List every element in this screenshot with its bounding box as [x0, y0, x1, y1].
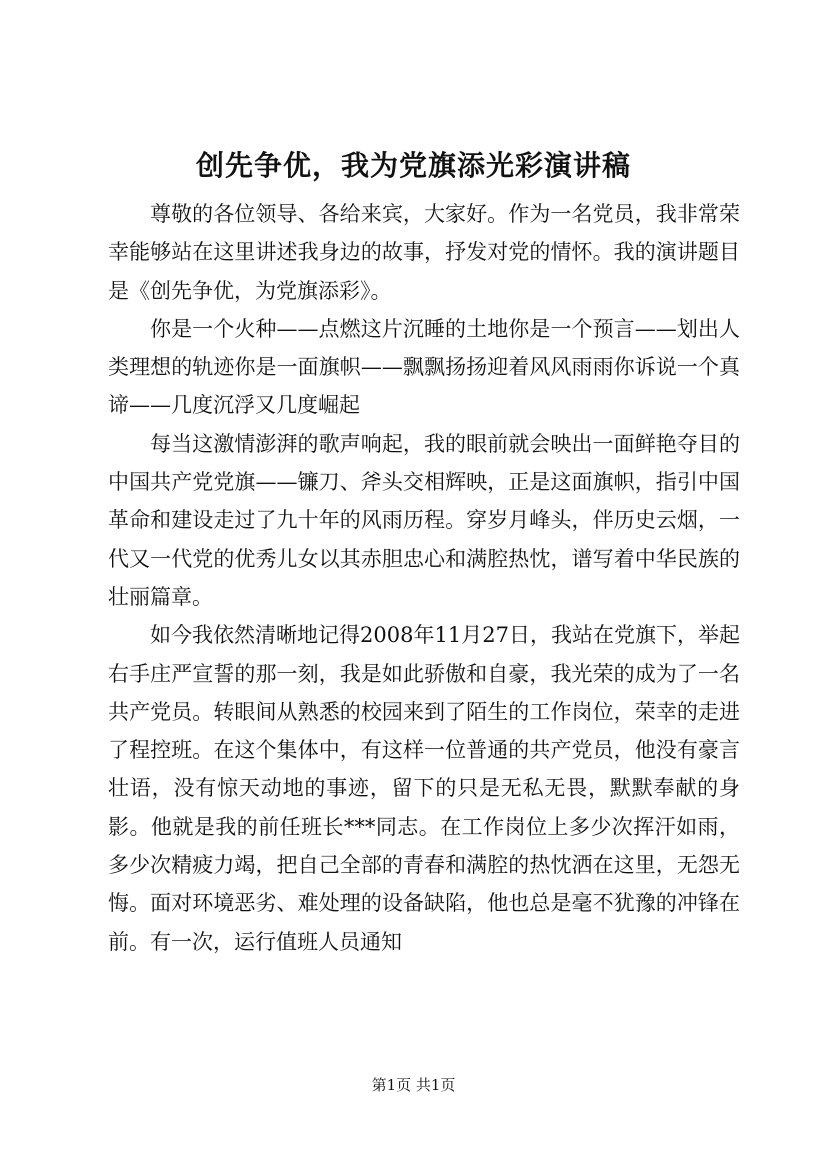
- paragraph: 如今我依然清晰地记得2008年11月27日，我站在党旗下，举起右手庄严宣誓的那一刻，我是如此骄傲和自豪，我光荣的成为了一名共产党员。转眼间从熟悉的校园来到了陌生的工作岗位，荣幸的走进了程控班。在这个集体中，有这样一位普通的共产党员，他没有豪言壮语，没有惊天动地的事迹，留下的只是无私无畏，默默奉献的身影。他就是我的前任班长***同志。在工作岗位上多少次挥汗如雨，多少次精疲力竭，把自己全部的青春和满腔的热忱洒在这里，无怨无悔。面对环境恶劣、难处理的设备缺陷，他也总是毫不犹豫的冲锋在前。有一次，运行值班人员通知: [108, 623, 740, 954]
- paragraph: 每当这激情澎湃的歌声响起，我的眼前就会映出一面鲜艳夺目的中国共产党党旗——镰刀、斧头交相辉映，正是这面旗帜，指引中国革命和建设走过了九十年的风雨历程。穿岁月峰头，伴历史云烟，一代又一代党的优秀儿女以其赤胆忠心和满腔热忱，谱写着中华民族的壮丽篇章。: [108, 431, 740, 609]
- document-body: [108, 195, 740, 961]
- paragraph: 尊敬的各位领导、各给来宾，大家好。作为一名党员，我非常荣幸能够站在这里讲述我身边的故事，抒发对党的情怀。我的演讲题目是《创先争优，为党旗添彩》。: [108, 202, 740, 303]
- document-title: 创先争优，我为党旗添光彩演讲稿: [195, 149, 631, 182]
- paragraph: 你是一个火种——点燃这片沉睡的土地你是一个预言——划出人类理想的轨迹你是一面旗帜——飘飘扬扬迎着风风雨雨你诉说一个真谛——几度沉浮又几度崛起: [108, 316, 740, 418]
- page-footer: 第1页 共1页: [371, 1076, 456, 1094]
